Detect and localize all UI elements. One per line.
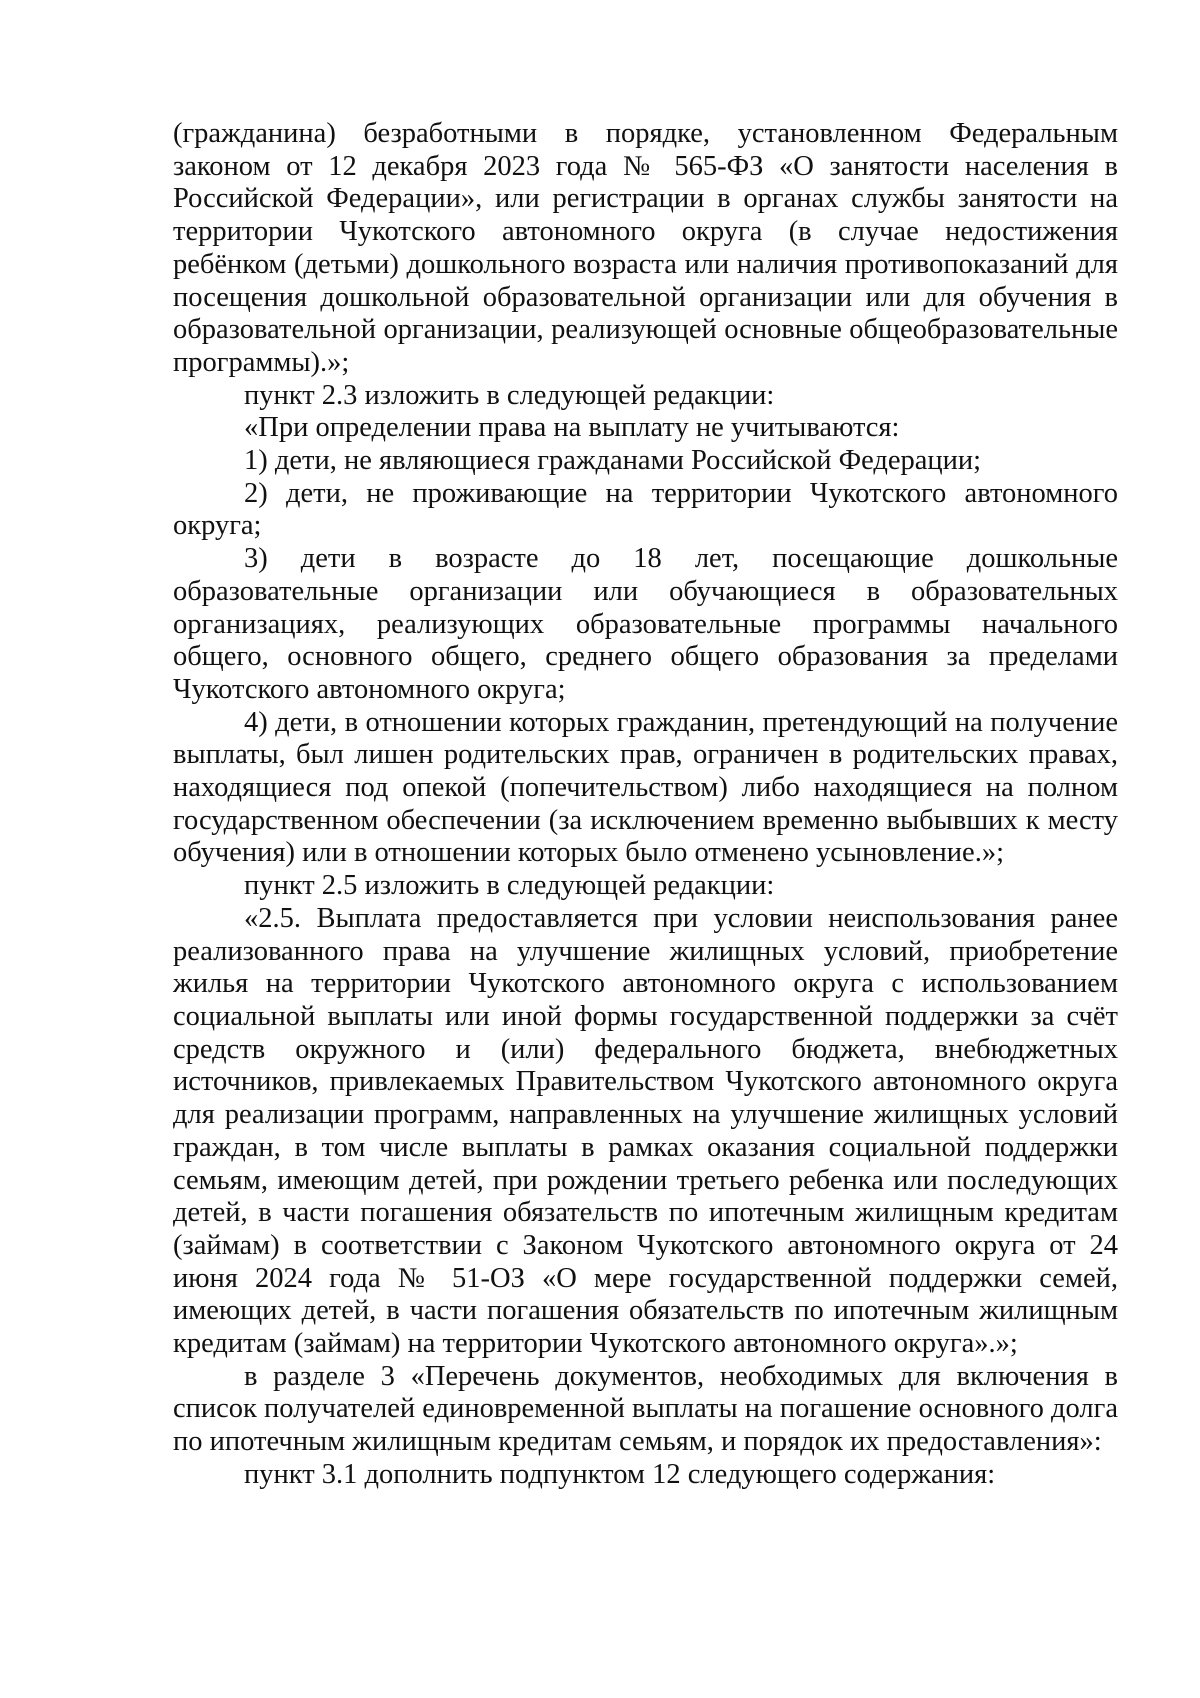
paragraph-9: «2.5. Выплата предоставляется при условии неиспользования ранее реализованного права на улучшение жилищных условий, приобретение жилья на территории Чукотского автономного округа с использованием социальной выплаты или иной формы государственной поддержки за счёт средств окружного и (или) федерального бюджета, внебюджетных источников, привлекаемых Правительством Чукотского автономного округа для реализации программ, направленных на улучшение жилищных условий граждан, в том числе выплаты в рамках оказания социальной поддержки семьям, имеющим детей, при рождении третьего ребенка или последующих детей, в части погашения обязательств по ипотечным жилищным кредитам (займам) в соответствии с Законом Чукотского автономного округа от 24 июня 2024 года № 51-ОЗ «О мере государственной поддержки семей, имеющих детей, в части погашения обязательств по ипотечным жилищным кредитам (займам) на территории Чукотского автономного округа».»; [173, 902, 1118, 1360]
document-body [173, 118, 1118, 1492]
paragraph-11: пункт 3.1 дополнить подпунктом 12 следующего содержания: [244, 1458, 996, 1490]
paragraph-3: «При определении права на выплату не учитываются: [244, 412, 900, 444]
paragraph-10: в разделе 3 «Перечень документов, необходимых для включения в список получателей единовременной выплаты на погашение основного долга по ипотечным жилищным кредитам семьям, и порядок их предоставления»: [173, 1360, 1118, 1458]
paragraph-4: 1) дети, не являющиеся гражданами Российской Федерации; [244, 445, 982, 477]
paragraph-8: пункт 2.5 изложить в следующей редакции: [244, 870, 775, 902]
paragraph-7: 4) дети, в отношении которых гражданин, претендующий на получение выплаты, был лишен родительских прав, ограничен в родительских правах, находящиеся под опекой (попечительством) либо находящиеся на полном государственном обеспечении (за исключением временно выбывших к месту обучения) или в отношении которых было отменено усыновление.»; [173, 706, 1118, 869]
paragraph-1: (гражданина) безработными в порядке, установленном Федеральным законом от 12 декабря 2023 года № 565-ФЗ «О занятости населения в Российской Федерации», или регистрации в органах службы занятости на территории Чукотского автономного округа (в случае недостижения ребёнком (детьми) дошкольного возраста или наличия противопоказаний для посещения дошкольной образовательной организации или для обучения в образовательной организации, реализующей основные общеобразовательные программы).»; [173, 118, 1118, 378]
paragraph-2: пункт 2.3 изложить в следующей редакции: [244, 379, 775, 411]
paragraph-6: 3) дети в возрасте до 18 лет, посещающие дошкольные образовательные организации или обучающиеся в образовательных организациях, реализующих образовательные программы начального общего, основного общего, среднего общего образования за пределами Чукотского автономного округа; [173, 543, 1118, 705]
paragraph-5: 2) дети, не проживающие на территории Чукотского автономного округа; [173, 477, 1118, 542]
